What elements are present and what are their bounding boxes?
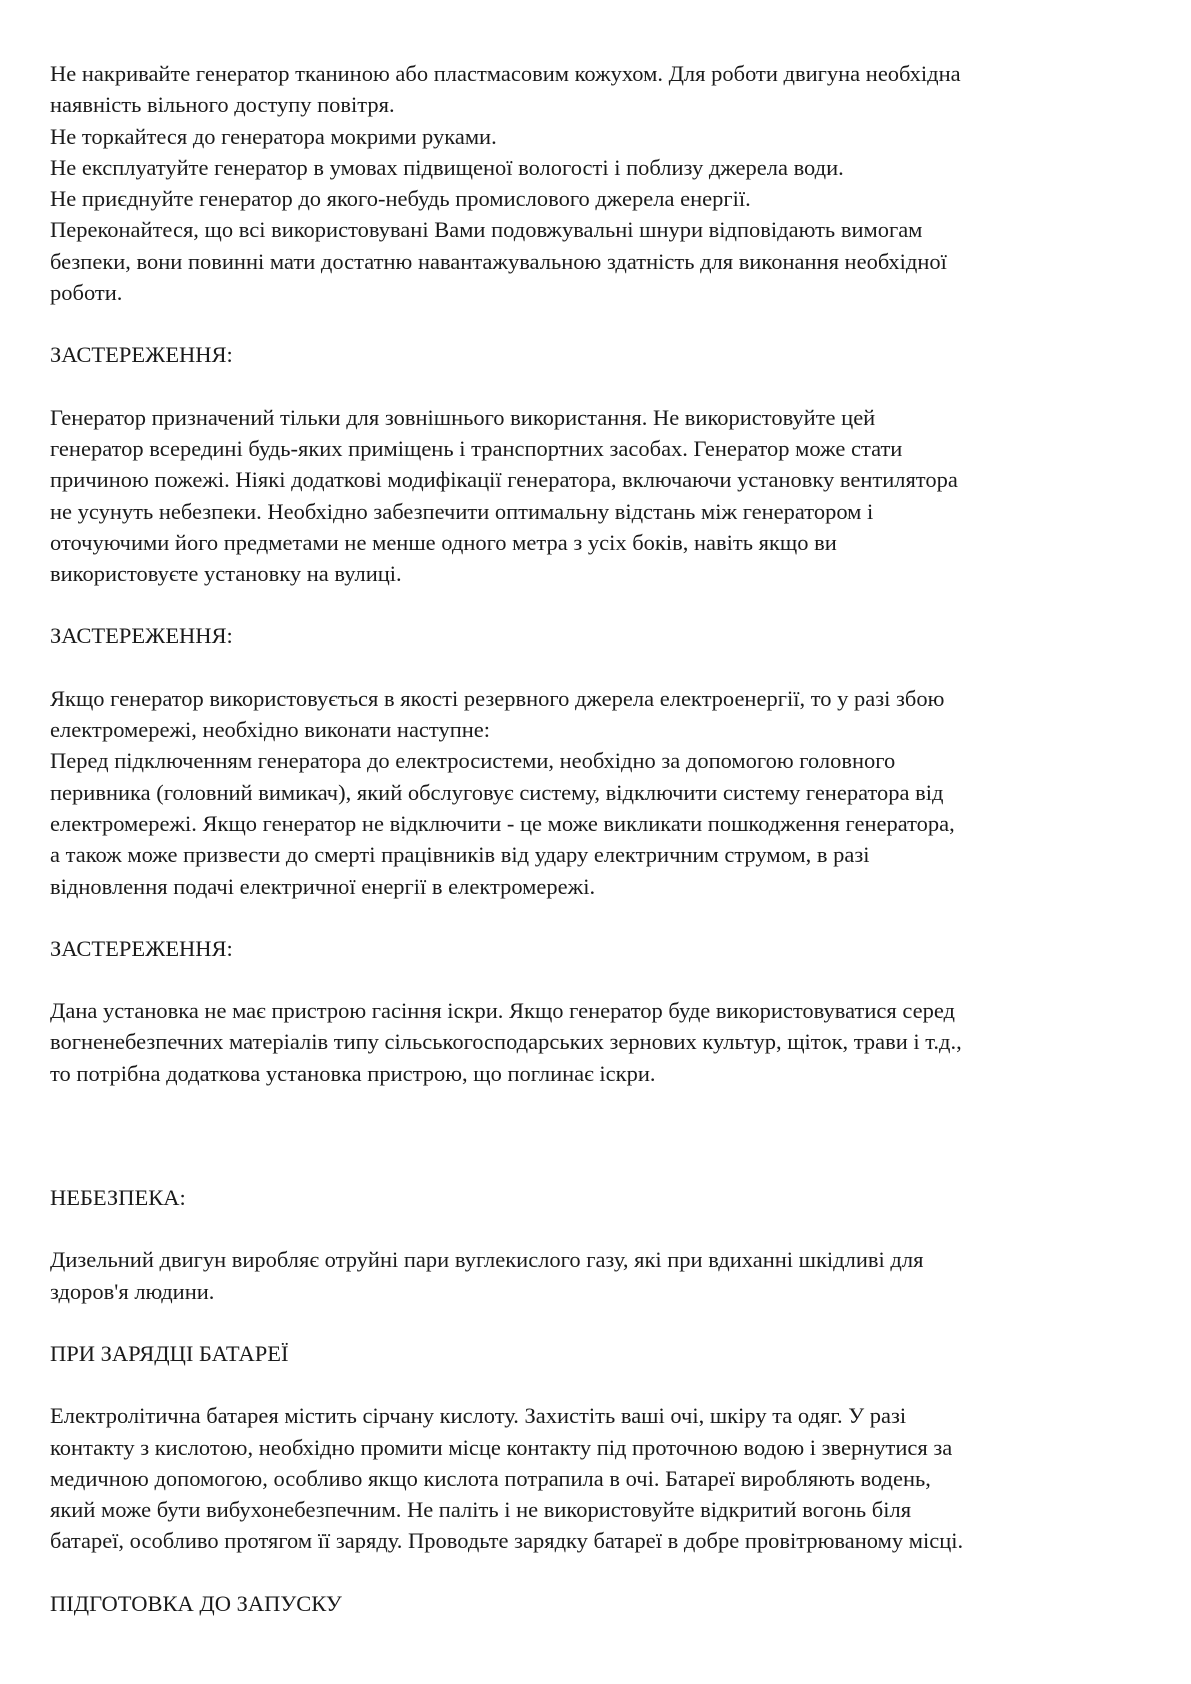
- text-line: Переконайтеся, що всі використовувані Вами подовжувальні шнури відповідають вимогам: [50, 217, 923, 243]
- text-line: здоров'я людини.: [50, 1278, 215, 1304]
- text-line: причиною пожежі. Ніякі додаткові модифікації генератора, включаючи установку вентилятора: [50, 467, 958, 493]
- text-line: електромережі. Якщо генератор не відключити - це може викликати пошкодження генератора,: [50, 810, 955, 836]
- document-page: [50, 58, 1165, 1619]
- text-line: контакту з кислотою, необхідно промити місце контакту під проточною водою і звернутися за: [50, 1434, 953, 1460]
- text-line: вогненебезпечних матеріалів типу сільськогосподарських зернових культур, щіток, трави і т.д.,: [50, 1029, 962, 1055]
- text-line: медичною допомогою, особливо якщо кислота потрапила в очі. Батареї виробляють водень,: [50, 1465, 931, 1491]
- text-line: відновлення подачі електричної енергії в електромережі.: [50, 873, 596, 899]
- battery-paragraph: [50, 1400, 1165, 1556]
- text-line: роботи.: [50, 280, 123, 306]
- text-line: Не накривайте генератор тканиною або пластмасовим кожухом. Для роботи двигуна необхідна: [50, 61, 961, 86]
- warning-heading-2: ЗАСТЕРЕЖЕННЯ:: [50, 623, 233, 649]
- text-line: генератор всередині будь-яких приміщень і транспортних засобах. Генератор може стати: [50, 435, 903, 461]
- warning-paragraph-1: [50, 402, 1165, 590]
- text-line: Дана установка не має пристрою гасіння іскри. Якщо генератор буде використовуватися серед: [50, 998, 955, 1024]
- intro-paragraph: [50, 58, 1165, 308]
- text-line: наявність вільного доступу повітря.: [50, 92, 395, 118]
- warning-heading-1: ЗАСТЕРЕЖЕННЯ:: [50, 342, 233, 368]
- danger-heading: НЕБЕЗПЕКА:: [50, 1185, 186, 1211]
- text-line: Якщо генератор використовується в якості резервного джерела електроенергії, то у разі збою: [50, 685, 945, 711]
- text-line: використовуєте установку на вулиці.: [50, 561, 402, 587]
- text-line: батареї, особливо протягом її заряду. Проводьте зарядку батареї в добре провітрюваному місці.: [50, 1528, 964, 1554]
- danger-paragraph: [50, 1244, 1165, 1307]
- text-line: не усунуть небезпеки. Необхідно забезпечити оптимальну відстань між генератором і: [50, 498, 874, 524]
- text-line: Перед підключенням генератора до електросистеми, необхідно за допомогою головного: [50, 748, 896, 774]
- warning-heading-3: ЗАСТЕРЕЖЕННЯ:: [50, 935, 233, 961]
- warning-paragraph-3: [50, 995, 1165, 1089]
- text-line: Не приєднуйте генератор до якого-небудь промислового джерела енергії.: [50, 186, 751, 212]
- text-line: електромережі, необхідно виконати наступне:: [50, 717, 491, 743]
- text-line: а також може призвести до смерті працівників від удару електричним струмом, в разі: [50, 842, 870, 868]
- text-line: безпеки, вони повинні мати достатню навантажувальною здатність для виконання необхідної: [50, 248, 947, 274]
- text-line: Не торкайтеся до генератора мокрими руками.: [50, 123, 497, 149]
- battery-heading: ПРИ ЗАРЯДЦІ БАТАРЕЇ: [50, 1340, 289, 1366]
- text-line: то потрібна додаткова установка пристрою, що поглинає іскри.: [50, 1060, 656, 1086]
- warning-paragraph-2: [50, 683, 1165, 902]
- text-line: перивника (головний вимикач), який обслуговує систему, відключити систему генератора від: [50, 779, 944, 805]
- text-line: який може бути вибухонебезпечним. Не паліть і не використовуйте відкритий вогонь біля: [50, 1497, 912, 1523]
- next-section-heading: ПІДГОТОВКА ДО ЗАПУСКУ: [50, 1590, 342, 1616]
- text-line: Не експлуатуйте генератор в умовах підвищеної вологості і поблизу джерела води.: [50, 154, 844, 180]
- text-line: Дизельний двигун виробляє отруйні пари вуглекислого газу, які при вдиханні шкідливі для: [50, 1247, 924, 1273]
- text-line: Електролітична батарея містить сірчану кислоту. Захистіть ваші очі, шкіру та одяг. У разі: [50, 1403, 907, 1429]
- text-line: оточуючими його предметами не менше одного метра з усіх боків, навіть якщо ви: [50, 529, 837, 555]
- text-line: Генератор призначений тільки для зовнішнього використання. Не використовуйте цей: [50, 404, 876, 430]
